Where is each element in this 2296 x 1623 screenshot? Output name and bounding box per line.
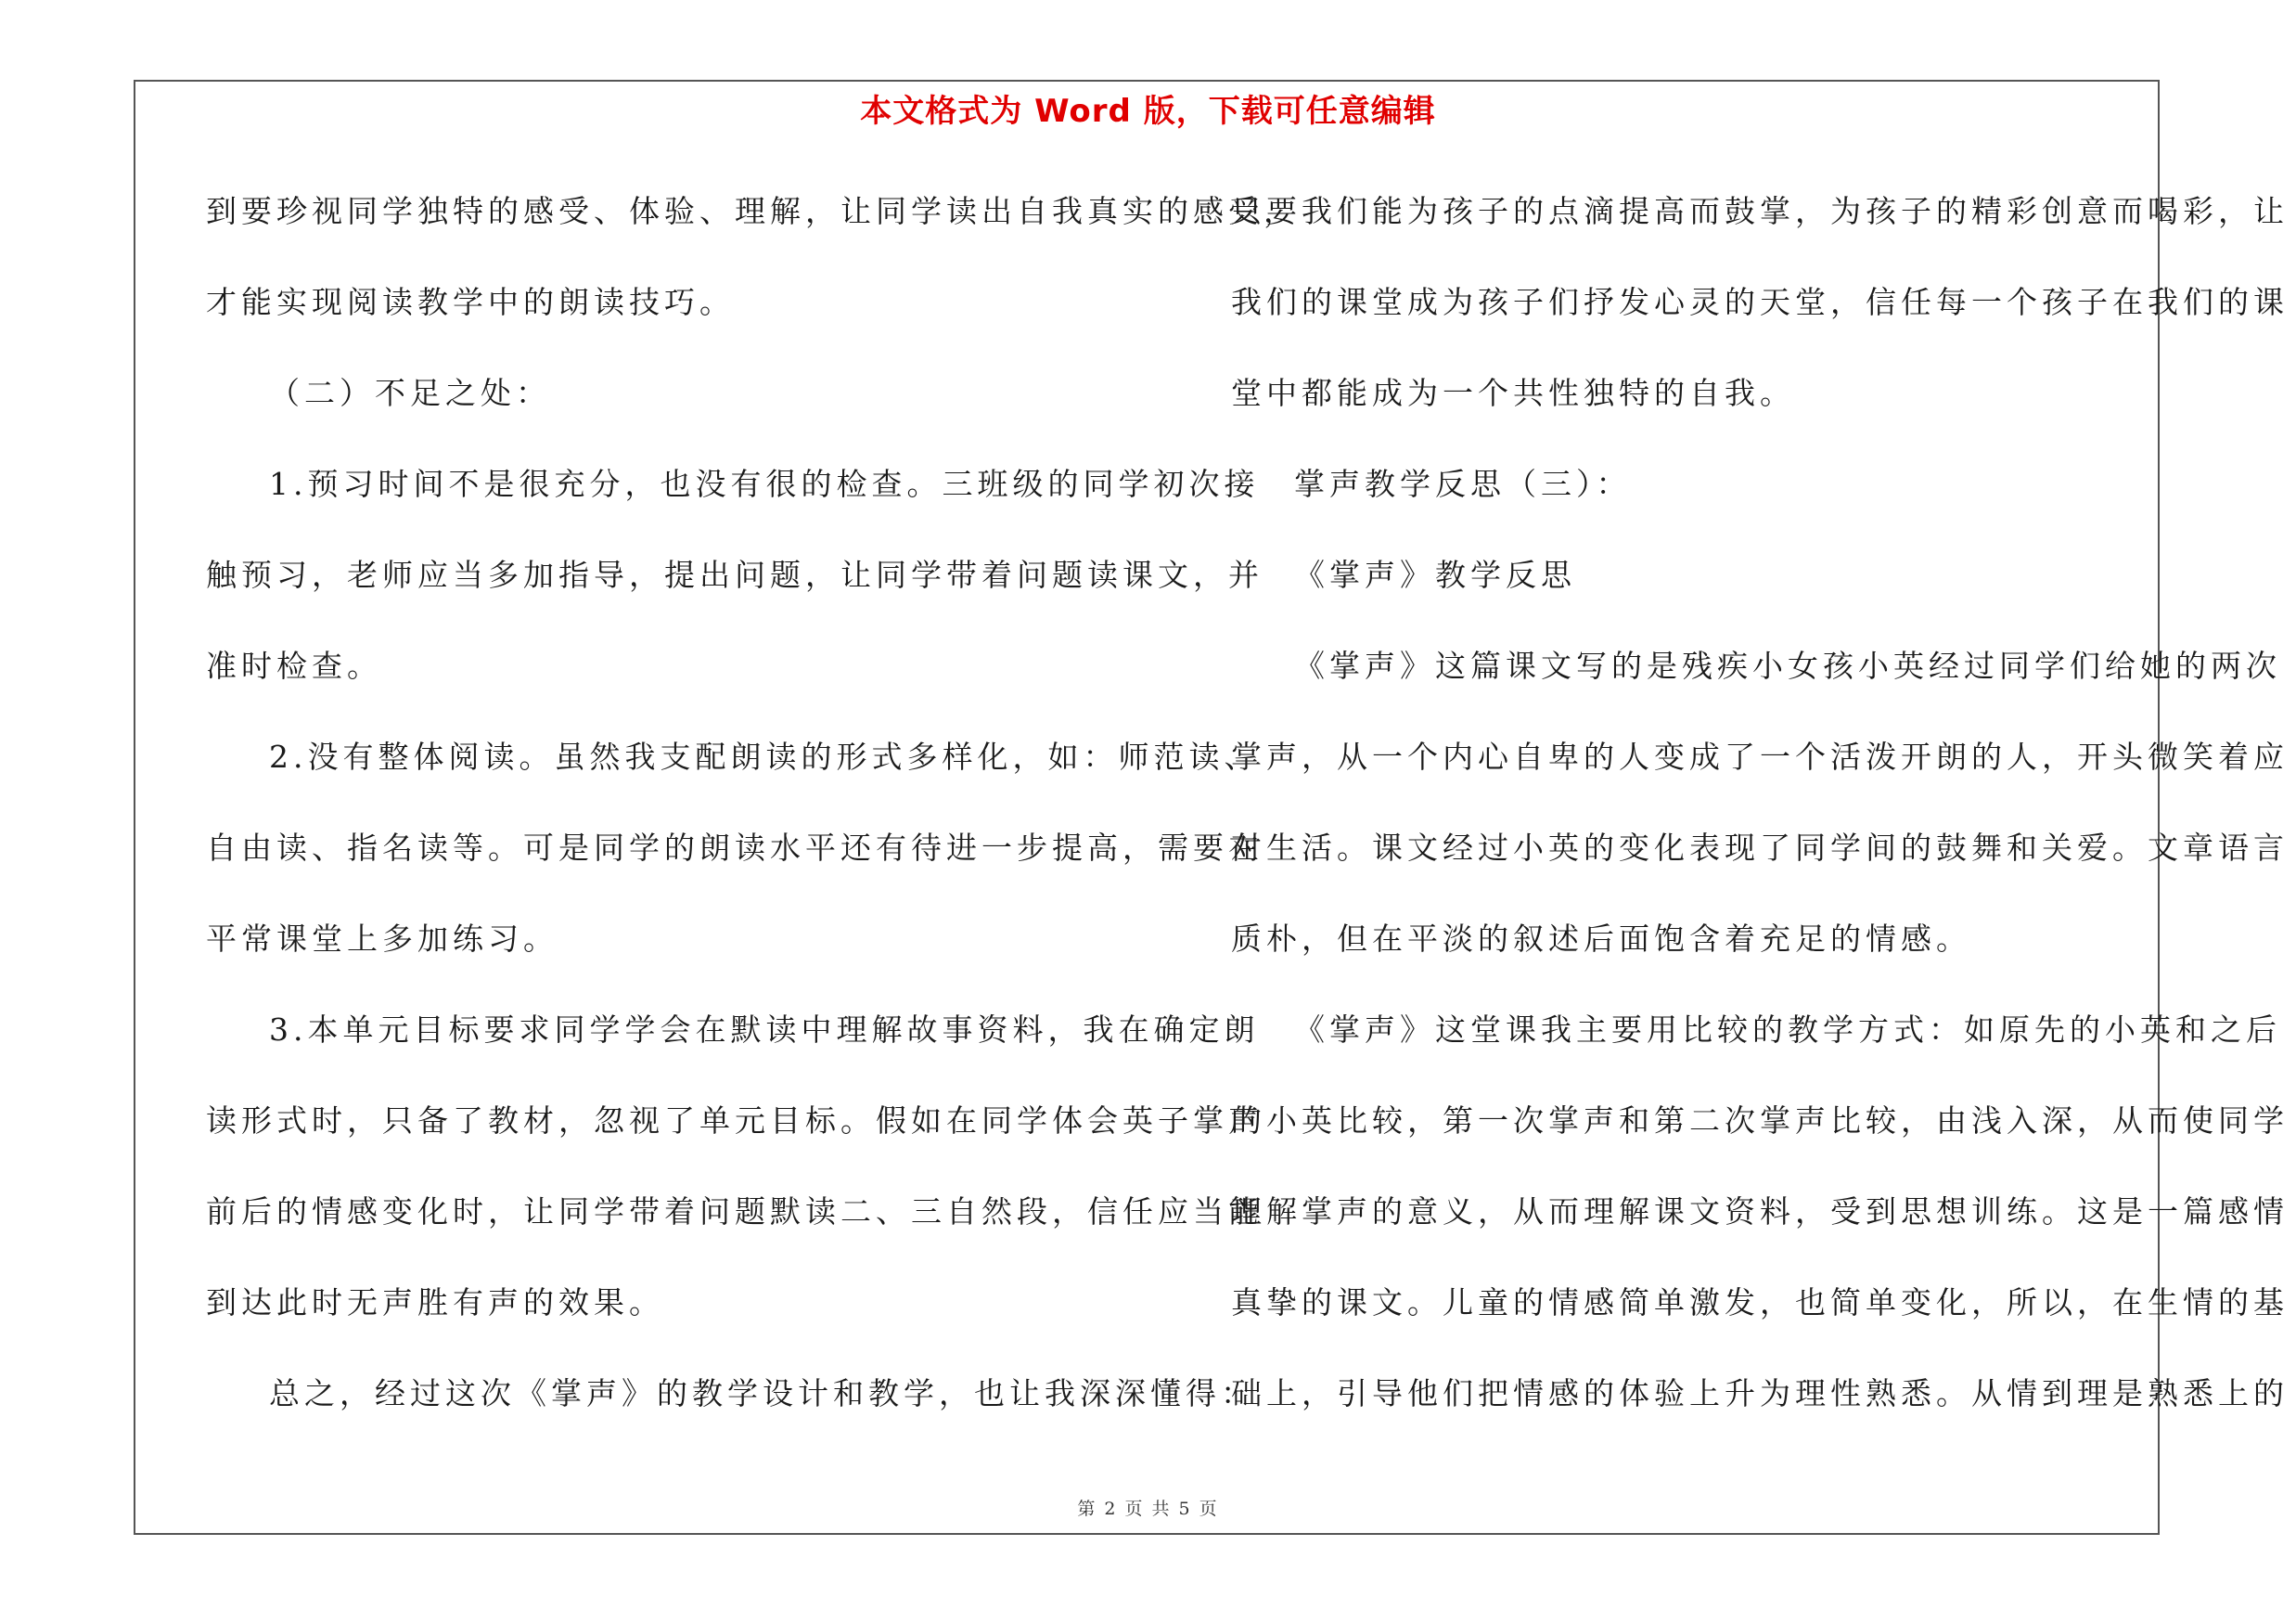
text-line: 才能实现阅读教学中的朗读技巧。 bbox=[206, 284, 735, 320]
text-line: 读形式时，只备了教材，忽视了单元目标。假如在同学体会英子掌声 bbox=[206, 1102, 1263, 1139]
text-line: 《掌声》这篇课文写的是残疾小女孩小英经过同学们给她的两次 bbox=[1294, 648, 2281, 684]
text-line: 总之，经过这次《掌声》的教学设计和教学，也让我深深懂得： bbox=[269, 1375, 1256, 1411]
text-line: 前后的情感变化时，让同学带着问题默读二、三自然段，信任应当能 bbox=[206, 1193, 1263, 1230]
left-text-column bbox=[206, 182, 1299, 1455]
text-line: 触预习，老师应当多加指导，提出问题，让同学带着问题读课文，并 bbox=[206, 557, 1263, 593]
subsection-title: 《掌声》教学反思 bbox=[1294, 557, 1576, 593]
text-line: 对生活。课文经过小英的变化表现了同学间的鼓舞和关爱。文章语言 bbox=[1231, 830, 2289, 866]
page-number-footer: 第 2 页 共 5 页 bbox=[1077, 1499, 1219, 1519]
section-heading: （二）不足之处： bbox=[269, 375, 551, 411]
text-line: 准时检查。 bbox=[206, 648, 382, 684]
text-line: 到要珍视同学独特的感受、体验、理解，让同学读出自我真实的感受， bbox=[206, 193, 1299, 229]
text-line: 只要我们能为孩子的点滴提高而鼓掌，为孩子的精彩创意而喝彩，让 bbox=[1231, 193, 2289, 229]
text-line: 3.本单元目标要求同学学会在默读中理解故事资料，我在确定朗 bbox=[269, 1011, 1260, 1048]
right-text-column bbox=[1231, 182, 2289, 1455]
text-line: 的小英比较，第一次掌声和第二次掌声比较，由浅入深，从而使同学 bbox=[1231, 1102, 2289, 1139]
text-line: 自由读、指名读等。可是同学的朗读水平还有待进一步提高，需要在 bbox=[206, 830, 1263, 866]
text-line: 掌声，从一个内心自卑的人变成了一个活泼开朗的人，开头微笑着应 bbox=[1231, 739, 2289, 775]
word-format-banner: 本文格式为 Word 版，下载可任意编辑 bbox=[860, 93, 1436, 130]
text-line: 1.预习时间不是很充分，也没有很的检查。三班级的同学初次接 bbox=[269, 466, 1260, 502]
text-line: 我们的课堂成为孩子们抒发心灵的天堂，信任每一个孩子在我们的课 bbox=[1231, 284, 2289, 320]
text-line: 质朴，但在平淡的叙述后面饱含着充足的情感。 bbox=[1231, 921, 1971, 957]
text-line: 平常课堂上多加练习。 bbox=[206, 921, 558, 957]
text-line: 《掌声》这堂课我主要用比较的教学方式：如原先的小英和之后 bbox=[1294, 1011, 2281, 1048]
text-line: 理解掌声的意义，从而理解课文资料，受到思想训练。这是一篇感情 bbox=[1231, 1193, 2289, 1230]
text-line: 2.没有整体阅读。虽然我支配朗读的形式多样化，如：师范读、 bbox=[269, 739, 1260, 775]
text-line: 真挚的课文。儿童的情感简单激发，也简单变化，所以，在生情的基 bbox=[1231, 1284, 2289, 1320]
text-line: 到达此时无声胜有声的效果。 bbox=[206, 1284, 664, 1320]
text-line: 堂中都能成为一个共性独特的自我。 bbox=[1231, 375, 1795, 411]
text-line: 础上，引导他们把情感的体验上升为理性熟悉。从情到理是熟悉上的 bbox=[1231, 1375, 2289, 1411]
section-heading: 掌声教学反思（三）： bbox=[1294, 466, 1632, 502]
